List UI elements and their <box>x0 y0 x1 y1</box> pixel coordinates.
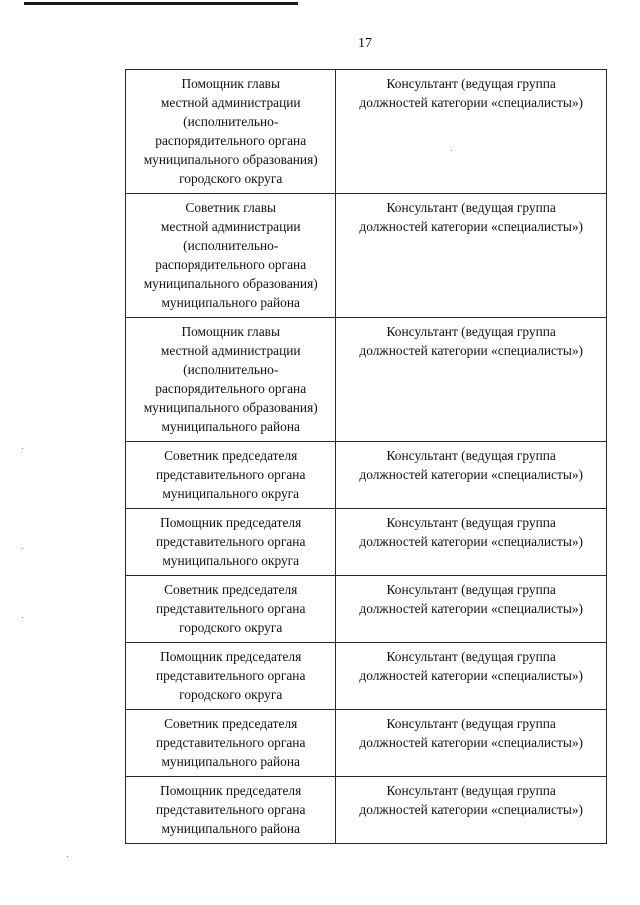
position-title-line: представительного органа <box>156 668 306 683</box>
scan-speck <box>22 548 23 549</box>
position-title-line: местной администрации <box>160 95 301 110</box>
scan-speck <box>67 856 68 857</box>
position-title-line: Советник главы <box>185 200 277 215</box>
position-title-line: представительного органа <box>156 601 306 616</box>
scan-speck <box>22 617 23 618</box>
position-category-cell <box>336 710 607 777</box>
position-category-cell <box>336 70 607 194</box>
position-title-cell <box>126 643 336 710</box>
position-title-line: распорядительного органа <box>155 257 307 272</box>
table-row <box>126 576 607 643</box>
position-title-cell <box>126 194 336 318</box>
position-title-line: муниципального округа <box>162 486 300 501</box>
scan-speck <box>451 150 452 151</box>
header-rule <box>24 2 298 5</box>
position-title-line: местной администрации <box>160 343 301 358</box>
position-title-line: Помощник главы <box>181 76 280 91</box>
position-category-line: Консультант (ведущая группа <box>386 200 556 215</box>
position-title-line: распорядительного органа <box>155 133 307 148</box>
table-row <box>126 442 607 509</box>
position-title-cell <box>126 509 336 576</box>
table-row <box>126 70 607 194</box>
position-category-line: должностей категории «специалисты») <box>359 219 583 234</box>
position-title-cell <box>126 70 336 194</box>
position-category-line: должностей категории «специалисты») <box>359 343 583 358</box>
position-category-line: должностей категории «специалисты») <box>359 95 583 110</box>
position-category-cell <box>336 576 607 643</box>
position-title-cell <box>126 318 336 442</box>
position-title-line: Советник председателя <box>164 716 298 731</box>
position-category-cell <box>336 509 607 576</box>
position-title-line: представительного органа <box>156 467 306 482</box>
position-title-cell <box>126 710 336 777</box>
position-title-line: Советник председателя <box>164 582 298 597</box>
position-title-line: Помощник председателя <box>160 515 302 530</box>
table-row <box>126 710 607 777</box>
page-number: 17 <box>358 36 372 51</box>
position-category-line: Консультант (ведущая группа <box>386 515 556 530</box>
position-title-line: Помощник главы <box>181 324 280 339</box>
position-title-line: муниципального образования) <box>143 400 318 415</box>
position-title-line: представительного органа <box>156 735 306 750</box>
table-row <box>126 643 607 710</box>
position-category-line: должностей категории «специалисты») <box>359 668 583 683</box>
position-category-cell <box>336 318 607 442</box>
position-title-line: муниципального района <box>161 419 300 434</box>
position-category-line: Консультант (ведущая группа <box>386 582 556 597</box>
position-title-line: муниципального района <box>161 295 300 310</box>
position-title-line: Помощник председателя <box>160 649 302 664</box>
position-title-line: городского округа <box>179 620 283 635</box>
position-title-line: (исполнительно- <box>183 114 279 129</box>
table-row <box>126 318 607 442</box>
position-title-line: представительного органа <box>156 802 306 817</box>
position-category-line: должностей категории «специалисты») <box>359 467 583 482</box>
position-category-line: должностей категории «специалисты») <box>359 802 583 817</box>
position-title-line: (исполнительно- <box>183 238 279 253</box>
positions-table <box>125 69 607 844</box>
position-title-line: муниципального образования) <box>143 152 318 167</box>
table-row <box>126 509 607 576</box>
position-category-cell <box>336 643 607 710</box>
position-title-cell <box>126 576 336 643</box>
table-row <box>126 777 607 844</box>
position-title-line: городского округа <box>179 687 283 702</box>
position-category-line: должностей категории «специалисты») <box>359 735 583 750</box>
position-category-line: Консультант (ведущая группа <box>386 783 556 798</box>
position-category-cell <box>336 777 607 844</box>
position-category-line: Консультант (ведущая группа <box>386 448 556 463</box>
table-row <box>126 194 607 318</box>
position-category-line: Консультант (ведущая группа <box>386 76 556 91</box>
position-title-cell <box>126 777 336 844</box>
scan-speck <box>22 448 23 449</box>
position-category-line: Консультант (ведущая группа <box>386 649 556 664</box>
position-category-line: Консультант (ведущая группа <box>386 324 556 339</box>
position-title-line: муниципального образования) <box>143 276 318 291</box>
position-title-line: (исполнительно- <box>183 362 279 377</box>
position-title-cell <box>126 442 336 509</box>
position-category-cell <box>336 442 607 509</box>
position-title-line: распорядительного органа <box>155 381 307 396</box>
position-category-cell <box>336 194 607 318</box>
position-title-line: муниципального района <box>161 821 300 836</box>
position-title-line: городского округа <box>179 171 283 186</box>
position-title-line: муниципального района <box>161 754 300 769</box>
position-category-line: должностей категории «специалисты») <box>359 534 583 549</box>
position-title-line: местной администрации <box>160 219 301 234</box>
position-title-line: муниципального округа <box>162 553 300 568</box>
position-title-line: представительного органа <box>156 534 306 549</box>
position-category-line: должностей категории «специалисты») <box>359 601 583 616</box>
positions-table-body <box>126 70 607 844</box>
position-title-line: Советник председателя <box>164 448 298 463</box>
position-category-line: Консультант (ведущая группа <box>386 716 556 731</box>
position-title-line: Помощник председателя <box>160 783 302 798</box>
